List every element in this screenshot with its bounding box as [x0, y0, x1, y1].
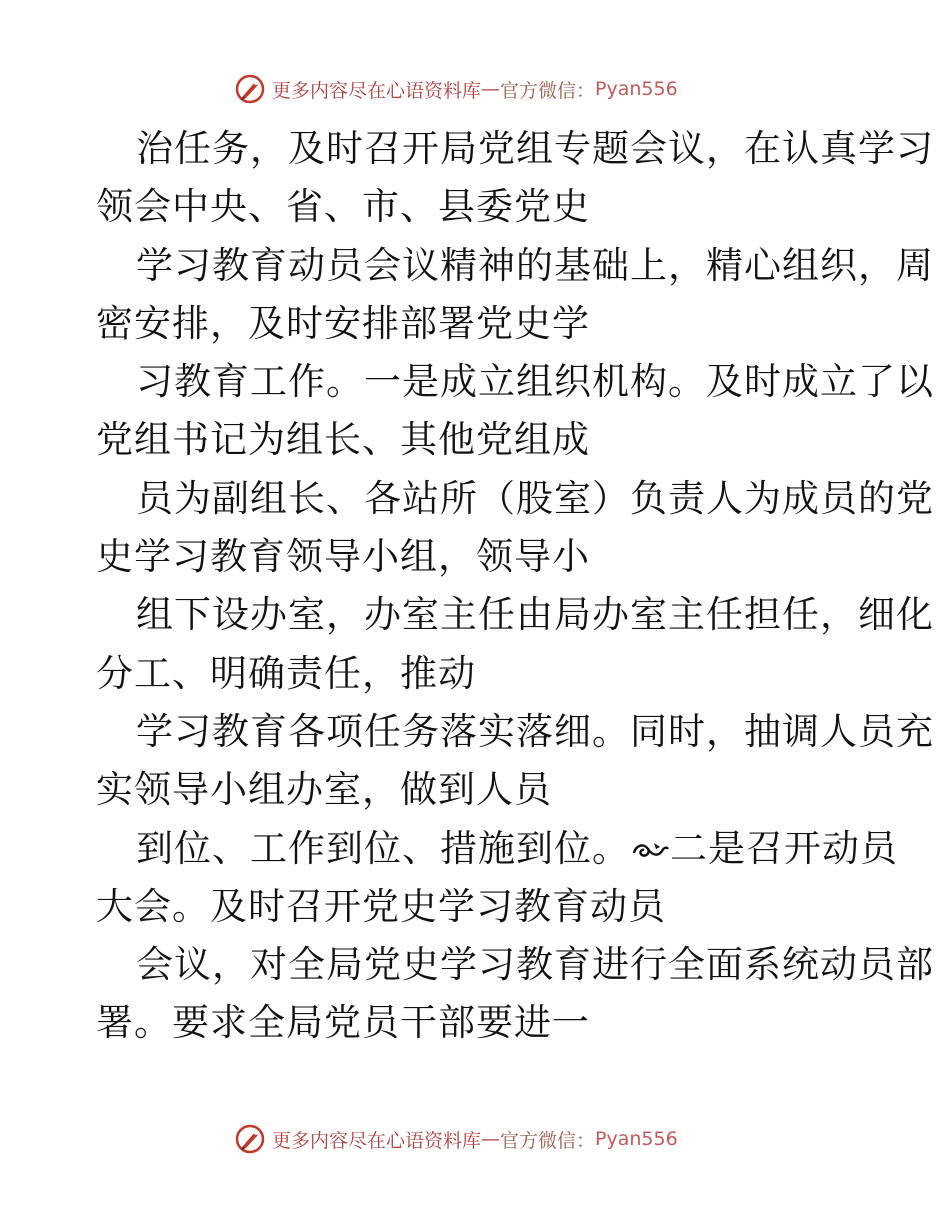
footer-separator: — — [481, 1128, 501, 1150]
pen-logo-icon — [234, 73, 266, 105]
text-line: 学习教育各项任务落实落细。同时，抽调人员充 — [136, 709, 934, 753]
text-line: 密安排，及时安排部署党史学 — [96, 301, 590, 345]
header-site-text: 更多内容尽在心语资料库 — [272, 79, 482, 102]
text-line: 大会。及时召开党史学习教育动员 — [96, 884, 666, 928]
text-line: 分工、明确责任，推动 — [96, 651, 476, 695]
text-line: 领会中央、省、市、县委党史 — [96, 185, 590, 229]
text-line: 党组书记为组长、其他党组成 — [96, 418, 590, 462]
text-line: 署。要求全局党员干部要进一 — [96, 1001, 590, 1045]
text-line: 习教育工作。一是成立组织机构。及时成立了以 — [136, 360, 934, 404]
footer-site-text: 更多内容尽在心语资料库 — [272, 1129, 482, 1152]
text-line: 史学习教育领导小组，领导小 — [96, 535, 590, 579]
footer-banner — [234, 1122, 754, 1156]
pen-logo-icon — [234, 1123, 266, 1155]
text-line: 学习教育动员会议精神的基础上，精心组织，周 — [136, 243, 934, 287]
header-banner — [234, 72, 754, 106]
text-line: 组下设办室，办室主任由局办室主任担任，细化 — [136, 593, 934, 637]
footer-official-label: 官方微信： — [500, 1129, 596, 1152]
text-line — [96, 820, 898, 878]
footer-wechat-id: Pyan556 — [595, 1128, 678, 1150]
text-segment: 二是召开动员 — [670, 826, 898, 870]
body-text — [96, 120, 934, 1053]
header-wechat-id: Pyan556 — [595, 78, 678, 100]
text-line: 员为副组长、各站所（股室）负责人为成员的党 — [136, 476, 934, 520]
text-segment: 到位、工作到位、措施到位。 — [136, 826, 630, 870]
text-line: 实领导小组办室，做到人员 — [96, 768, 552, 812]
header-separator: — — [481, 78, 501, 100]
text-line: 治任务，及时召开局党组专题会议，在认真学习 — [136, 127, 934, 170]
ornament-icon — [630, 835, 670, 865]
text-line: 会议，对全局党史学习教育进行全面系统动员部 — [136, 943, 934, 987]
header-official-label: 官方微信： — [500, 79, 596, 102]
